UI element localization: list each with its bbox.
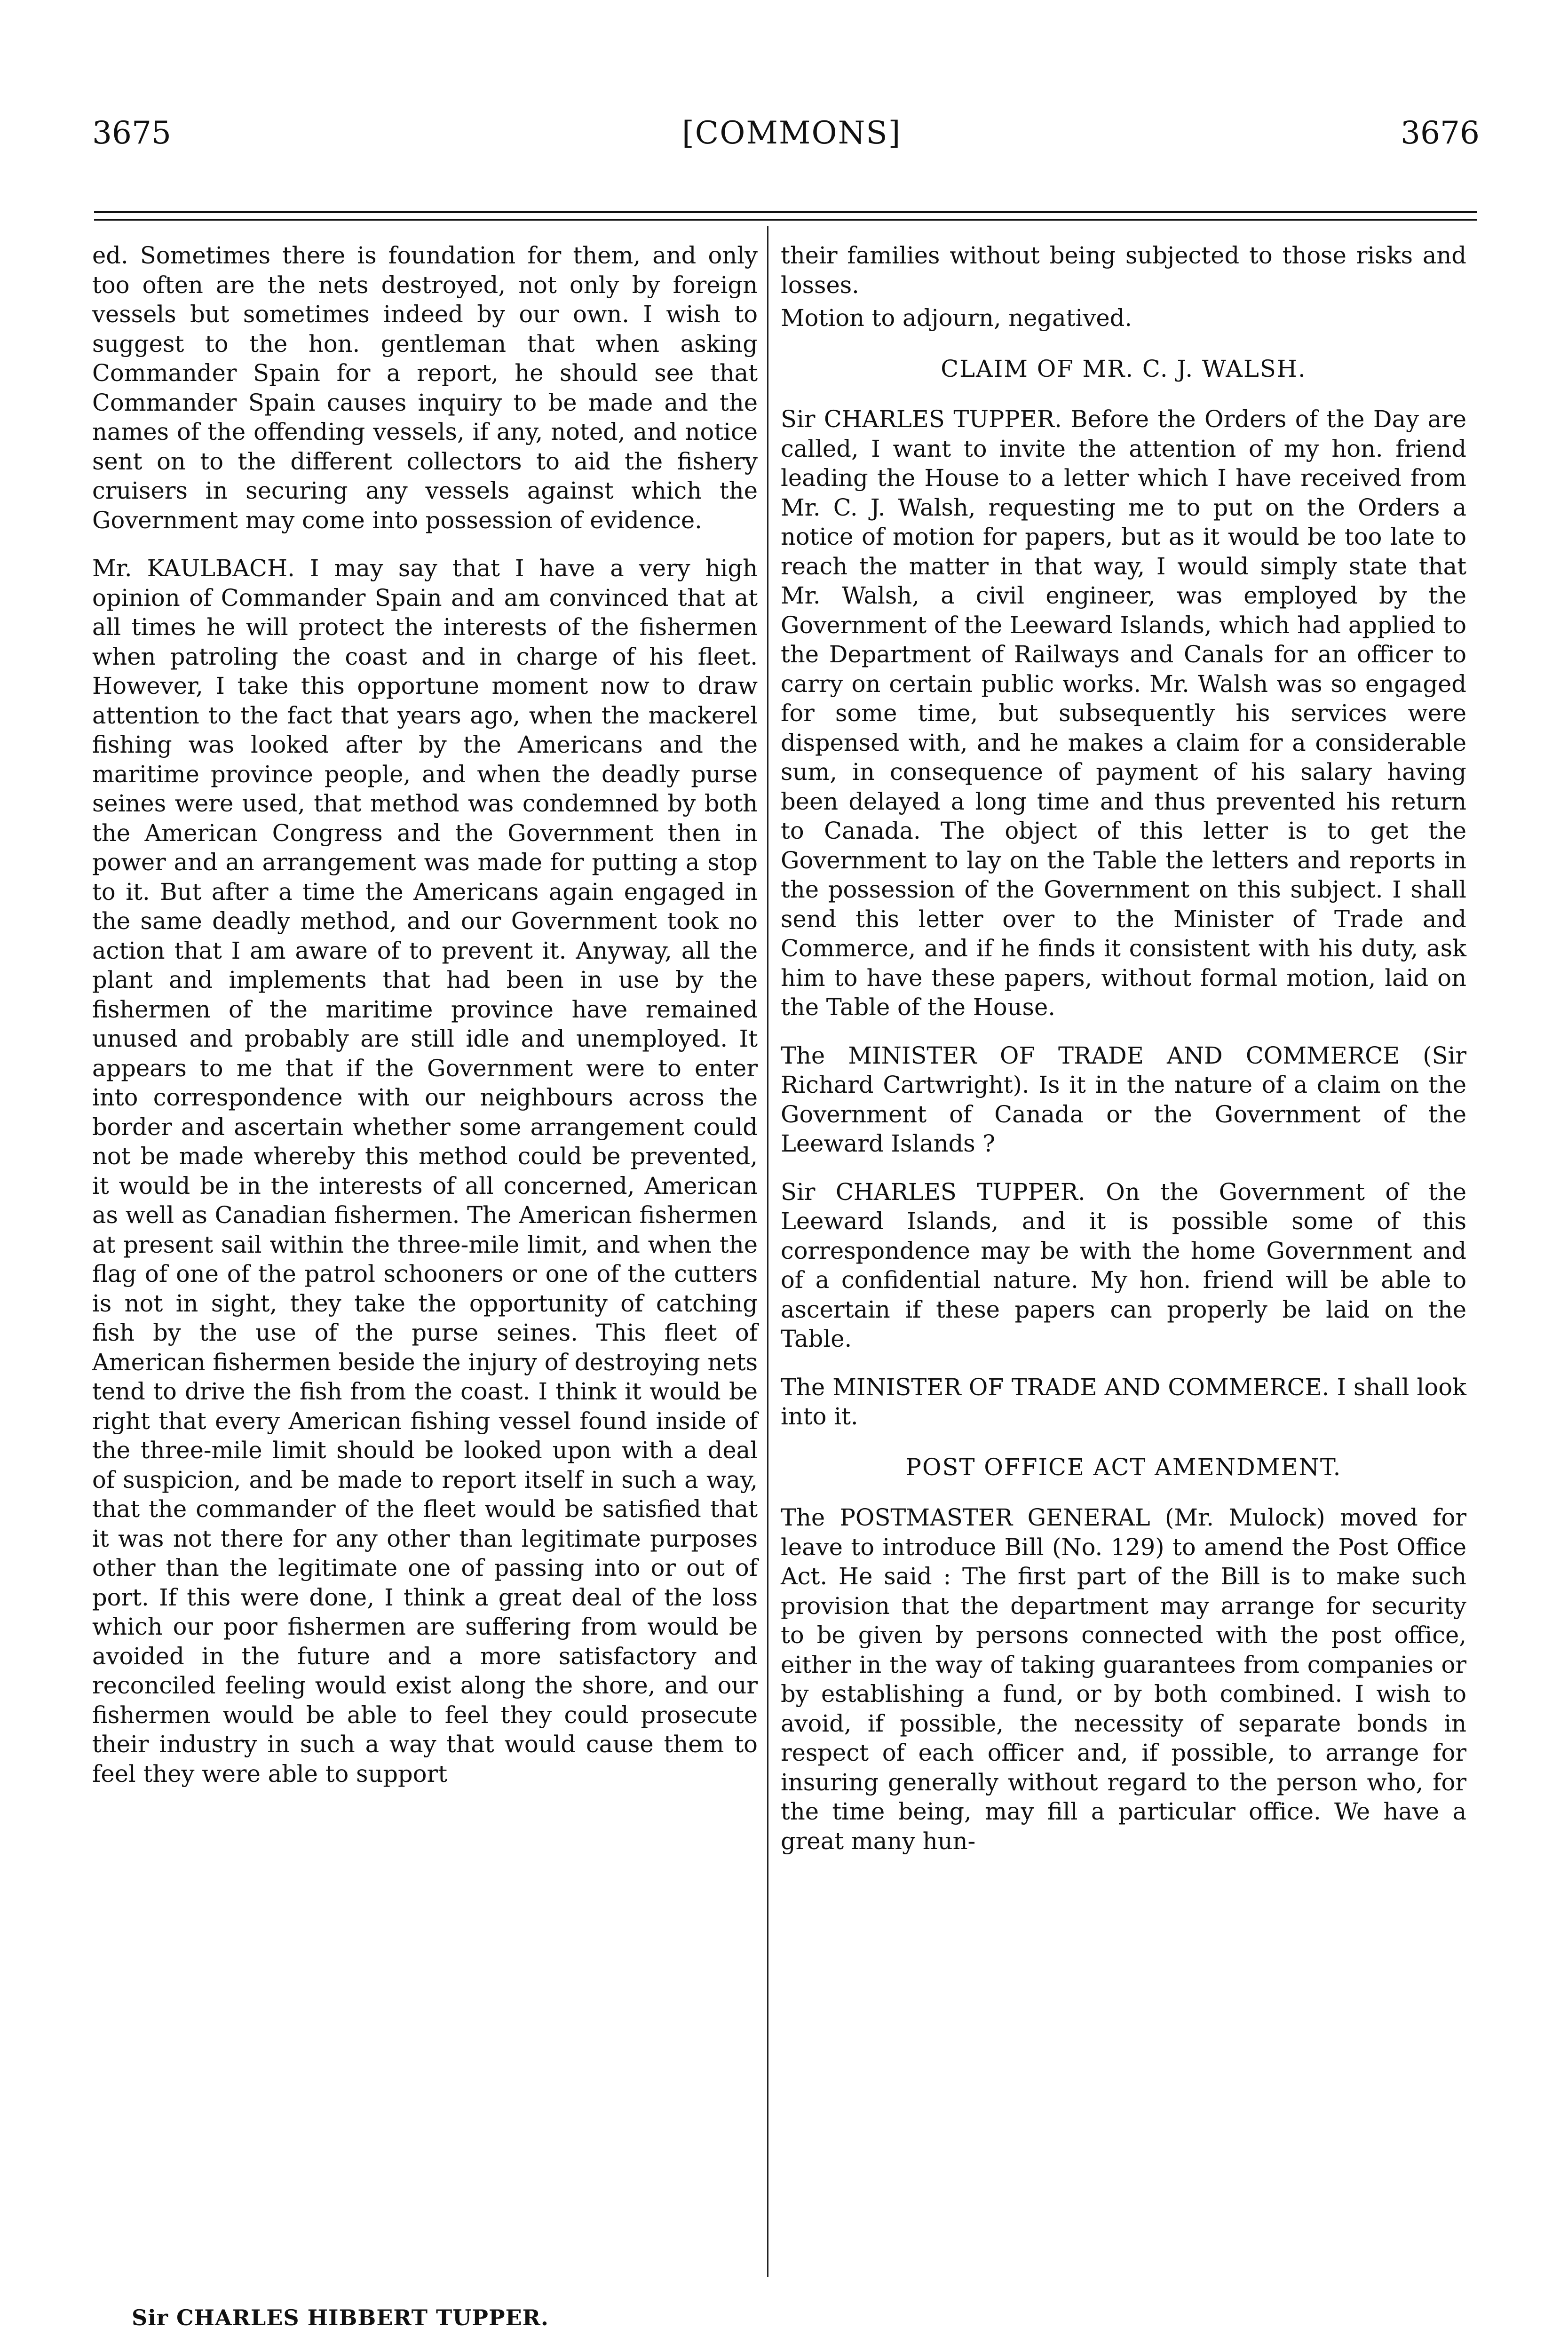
left-column: [92, 241, 758, 1788]
section-heading-walsh-claim: CLAIM OF MR. C. J. WALSH.: [941, 355, 1307, 382]
column-divider: [767, 226, 768, 2277]
paragraph-continued-right: their families without being subjected to those risks and losses.: [781, 242, 1466, 299]
section-heading-post-office: POST OFFICE ACT AMENDMENT.: [905, 1453, 1342, 1481]
paragraph-kaulbach: Mr. KAULBACH. I may say that I have a very high opinion of Commander Spain and am convinced that at all times he will protect the interests of the fishermen when patroling the coast and in charge of his fleet. However, I take this opportune moment now to draw attention to the fact that years ago, when the mackerel fishing was looked after by the Americans and the maritime province people, and when the deadly purse seines were used, that method was condemned by both the American Congress and the Government then in power and an arrangement was made for putting a stop to it. But after a time the Americans again engaged in the same deadly method, and our Government took no action that I am aware of to prevent it. Anyway, all the plant and implements that had been in use by the fishermen of the maritime province have remained unused and probably are still idle and unemployed. It appears to me that if the Government were to enter into correspondence with our neighbours across the border and ascertain whether some arrangement could not be made whereby this method could be prevented, it would be in the interests of all concerned, American as well as Canadian fishermen. The American fishermen at present sail within the three-mile limit, and when the flag of one of the patrol schooners or one of the cutters is not in sight, they take the opportunity of catching fish by the use of the purse seines. This fleet of American fishermen beside the injury of destroying nets tend to drive the fish from the coast. I think it would be right that every American fishing vessel found inside of the three-mile limit should be looked upon with a deal of suspicion, and be made to report itself in such a way, that the commander of the fleet would be satisfied that it was not there for any other than legitimate purposes other than the legitimate one of passing into or out of port. If this were done, I think a great deal of the loss which our poor fishermen are suffering from would be avoided in the future and a more satisfactory and reconciled feeling would exist along the shore, and our fishermen would be able to feel they could prosecute their industry in such a way that would cause them to feel they were able to support: [92, 555, 758, 1788]
footer-catchword: Sir CHARLES HIBBERT TUPPER.: [132, 2305, 549, 2330]
header-rule-thick: [94, 211, 1477, 213]
page-number-left: 3675: [92, 115, 171, 151]
page-number-right: 3676: [1401, 115, 1480, 151]
paragraph-tupper-1: Sir CHARLES TUPPER. Before the Orders of the Day are called, I want to invite the attention of my hon. friend leading the House to a letter which I have received from Mr. C. J. Walsh, requesting me to put on the Orders a notice of motion for papers, but as it would be too late to reach the matter in that way, I would simply state that Mr. Walsh, a civil engineer, was employed by the Government of the Leeward Islands, which had applied to the Department of Railways and Canals for an officer to carry on certain public works. Mr. Walsh was so engaged for some time, but subsequently his services were dispensed with, and he makes a claim for a considerable sum, in consequence of payment of his salary having been delayed a long time and thus prevented his return to Canada. The object of this letter is to get the Government to lay on the Table the letters and reports in the possession of the Government on this subject. I shall send this letter over to the Minister of Trade and Commerce, and if he finds it consistent with his duty, ask him to have these papers, without formal motion, laid on the Table of the House.: [781, 405, 1466, 1021]
paragraph-minister-2: The MINISTER OF TRADE AND COMMERCE. I shall look into it.: [781, 1373, 1466, 1430]
motion-line: Motion to adjourn, negatived.: [781, 304, 1132, 332]
header-rule-thin: [94, 219, 1477, 221]
right-column: [781, 241, 1466, 1856]
paragraph-postmaster: The POSTMASTER GENERAL (Mr. Mulock) moved for leave to introduce Bill (No. 129) to amend the Post Office Act. He said : The first part of the Bill is to make such provision that the department may arrange for security to be given by persons connected with the post office, either in the way of taking guarantees from companies or by establishing a fund, or by both combined. I wish to avoid, if possible, the necessity of separate bonds in respect of each officer and, if possible, to arrange for insuring generally without regard to the person who, for the time being, may fill a particular office. We have a great many hun-: [781, 1504, 1466, 1855]
running-head-title: [COMMONS]: [682, 115, 902, 151]
page-header: [0, 115, 1568, 174]
paragraph-tupper-2: Sir CHARLES TUPPER. On the Government of the Leeward Islands, and it is possible some of this correspondence may be with the home Government and of a confidential nature. My hon. friend will be able to ascertain if these papers can properly be laid on the Table.: [781, 1178, 1466, 1352]
paragraph-minister-1: The MINISTER OF TRADE AND COMMERCE (Sir Richard Cartwright). Is it in the nature of a claim on the Government of Canada or the Government of the Leeward Islands ?: [781, 1041, 1466, 1157]
paragraph-continued: ed. Sometimes there is foundation for them, and only too often are the nets destroyed, not only by foreign vessels but sometimes indeed by our own. I wish to suggest to the hon. gentleman that when asking Commander Spain for a report, he should see that Commander Spain causes inquiry to be made and the names of the offending vessels, if any, noted, and notice sent on to the different collectors to aid the fishery cruisers in securing any vessels against which the Government may come into possession of evidence.: [92, 242, 758, 534]
